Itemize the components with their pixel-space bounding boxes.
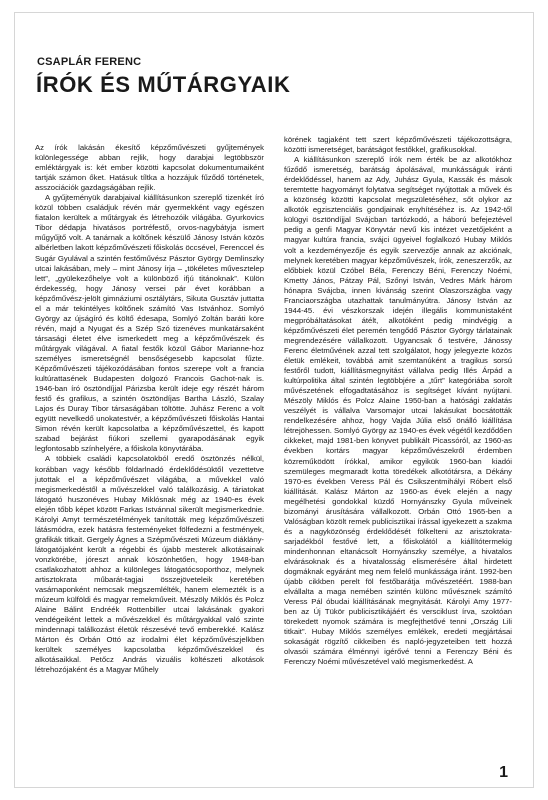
paragraph: A többiek családi kapcsolatokból eredő ösztönzés nélkül, korábban vagy később földarlnadó érdeklődésüktől vezettetve jutottak el a képzőművészet világába, a művekkel való megismerkedéstől a művészekkel való találkozásig. A táriatokat látogató huszonéves Hubay Miklósnak még az 1940-es évek elején tőbb képet között Farkas Istvánnal sikerült megismerkednie. Károlyi Amyt természetélmények tanították meg képzőművészeti látásmódra, ezek hatásra festeményeket fölfedezni a festmények, grafikák titkait. Gergely Ágnes a Szépművészeti Múzeum diáklány-látogatójaként került a régebbi és újabb mesterek alkotásainak vonzkörébe, jóreszt annak köszönhetően, hogy 1948-ban csatlakozhatott ahhoz a különleges látogatócsoporthoz, melynek artisztokrata műbarát-tagjai összejöveteleik keretében vasárnaponként nemcsak megszemlélték, hanem elemezték is a múzeum külföldi és magyar remekműveit. Mészöly Miklós és Polcz Alaine Bálint Endréék Rottenbiller utcai lakásának gyakori vendégeiként lettek a művészekkel és műtárgyakkal való szinte mindennapi találkozást életük részesévé tevő emberekké. Kalász Márton és Orbán Ottó az irodalmi élet képzőművészjelkben kerültek személyes kapcsolatba képzőművészekkel és alkotásaikkal. Petőcz András vizuális költészeti alkotások létrehozójaként és a Magyar Műhely	[35, 454, 264, 675]
left-text-column	[35, 143, 264, 675]
paragraph: körének tagjaként tett szert képzőművészeti tájékozottságra, közötti ismeretséget, barátságot festőkkel, grafikusokkal.	[284, 135, 512, 155]
paragraph: Az írók lakásán ékesítő képzőművészeti gyűjtemények különlegessége abban rejlik, hogy darabjai legtöbbször emléktárgyak is: két ember közötti kapcsolat dokumentumaiként tartják számon őket. Hatásuk tíltka a hozzájuk fűződő történetek, asszociációk gazdagságában rejlik.	[35, 143, 264, 193]
article-title: ÍRÓK ÉS MŰTÁRGYAIK	[36, 72, 291, 97]
author-name: CSAPLÁR FERENC	[37, 56, 142, 68]
paragraph: A gyűjteményük darabjaival kiállításunkon szereplő tizenkét író közül többen családjuk révén már gyermekként vagy egészen fiatalon kerültek a műtárgyak és létrehozóik világába. Gyurkovics Tibor dédapja hivatásos portréfestő, orvos-nagybátyja ismert műgyűjtő volt. A tanárnak a költőnek készülő Jánosy István közös albérletben lakott képzőművészeti főiskolás öccsével, Ferenccel és Sugár Gyulával a szintén festőművész Pásztor György Demlinszky utcai lakásában, mely – mint Jánosy írja – „tökéletes műveszteleр lett”, „gyülekezőhelye volt a különböző ifjú titánoknak”. Külön érdekesség, hogy Jánosy versei pár évet korábban a képzőművész-jelölt gimnáziumi osztálytárs, Sikuta Gusztáv juttatta el a már tekintélyes költőnek számító Vas Istvánhoz. Somlyó György az újságíró és költő édesapa, Somlyó Zoltán baráti köre révén, majd a Nyugat és a Szép Szó tizenéves munkatársaként társasági életet élve ismerkedett meg a képzőművészek és műtárgyak világával. A fiatal festők közül Gábor Marianne-hoz személyes ismeretségnél bensőségesebb kapcsolat fűzte. Képzőművészeti tájékozódásában fontos szerepe volt a francia kultúrattasének Budapesten dolgozó Francois Gachot-nak is. 1946-ban író ösztöndíjjal Párizsba került ideje egy részét három festő és grafikus, a szintén ösztöndíjas Bartha László, Szalay Lajos és Duray Tibor társaságában töltötte. Juhász Ferenc a volt együtt nevelkedő unokatestvér, a képzőművészeti főiskolás Hantai Simon révén került kapcsolatba a képzőművészettel, és kapott szabad bejárást fiúkori szellemi gyarapodásának egyik legfontosabb színhelyére, a főiskola könyvtárába.	[35, 193, 264, 454]
page-number: 1	[499, 764, 508, 781]
paragraph: A kiállításunkon szereplő írók nem érték be az alkotókhoz fűződő ismeretség, barátság ápolásával, munkásságuk iránti érdeklődéssel, hanem az Ady, Juhász Gyula, Kassák és mások teremtette hagyományt folytatva segítséget nyújtottak a művek és a közönség közötti kapcsolat megszületéséhez, sőt olykor az alkotók egzisztenciális gondjainak enyhítéséhez is. Az 1942-től külügyi ösztöndíjjal Svájcban tartózkodó, a háború befejeztével pedig a genfi Magyar Könyvtár nevű kis intézet vezetőjeként a magyar kultúra francia, svájci ügyeivel foglalkozó Hubay Miklós volt a kezdeményezője és egyik szervezője annak az akciónak, melynek keretében magyar képzőművészek, írók, zeneszerzők, az előbbiek közül Czóbel Béla, Ferenczy Béni, Ferenczy Noémi, Kmetty János, Pátzay Pál, Szőnyi István, Vedres Márk három hónapra Svájcba, innen kivánság szerint Olaszországba vagy Franciaországba utazhattak tanulmányútra. Jánosy István az 1944-45. évi vészkorszak idején illegális kommunistaként megpróbáltatásokat átélt, alkotóként pedig mindvégig a képzőművészeti élet peremén tengődő Pásztor György tárlatainak megrendezésére vállalkozott. Ugyancsak ő testvére, Jánossy Ferenc életművének azzal tett szolgálatot, hogy jelegyezte közös életük emlékeit, továbbá amit szemtanúként a tragikus sorsú festőről tudott, kiállításmegnyitást vállalva pedig Illés Árpád a kultúrpolitika által szintén legtöbbjére a „tűrt” kategóriába sorolt művészetének elfogadtatásához is segítséget kívánt nyújtani. Mészöly Miklós és Polcz Alaine 1950-ban a hatósági zaklatás veszélyét is vállalva Varsomajor utcai lakásukat bocsátották rendelkezésére ahhoz, hogy Vajda Júlia első önálló kiállítása létrejöhessen. Somlyó György az 1940-es évek végétől kezdődően cikkeket, majd 1981-ben könyvet publikált Picassóról, az 1960-as években kortárs magyar képzőművészekről érdemben közreműködött írókkal, amikor egyikük 1960-ban kiadói szemüleges megmaradt kotta töredékek alkotótársra, a Dékány 1970-es években Veress Pál és Csikszentmihályi Róbert első kiállítását. Kalász Márton az 1960-as évek elején a nagy megélhetési gondokkal küzdő Hornyánszky Gyula műveinek bizományi árusítására vállalkozott. Orbán Ottó 1965-ben a Valóságban közölt remek publicisztikai írással igyekezett a szakma és a nagyközönség érdeklődését fölkelteni az arisztokrata-sarjadékból festővé lett, a főiskolától a kiállítótermekig mindenhonnan eltanácsolt Hornyánszky személye, a hivatalos elvárásoknak és a hivatalosság elismerésére által hirdetett dogmáknak egyáránt meg nem felelő munkássága iránt. 1992-ben újabb cikkben perelt föl festőbarátja művészetéért. 1988-ban elvállalta a maga nemében szintén különc művésznek számító Veress Pál óbudai kiállításának megnyitását. Károlyi Amy 1977-ben az Új Tükör publicisztikájáért és versciklust írva, szoktóan törekedett nyomok számára is megfejthetővé tenni „Ország Lili titkait”. Hubay Miklós személyes emlékek, eredeti megjártásai sokaságát rögzítő cikkeiben és napló-jegyzeteiben tett hozzá olvasói számára élménnyi igérővé tenni a Ferenczy Béni és Ferenczy Noémi művészetével való megismerkedést. A	[284, 155, 512, 667]
right-text-column	[284, 135, 512, 667]
